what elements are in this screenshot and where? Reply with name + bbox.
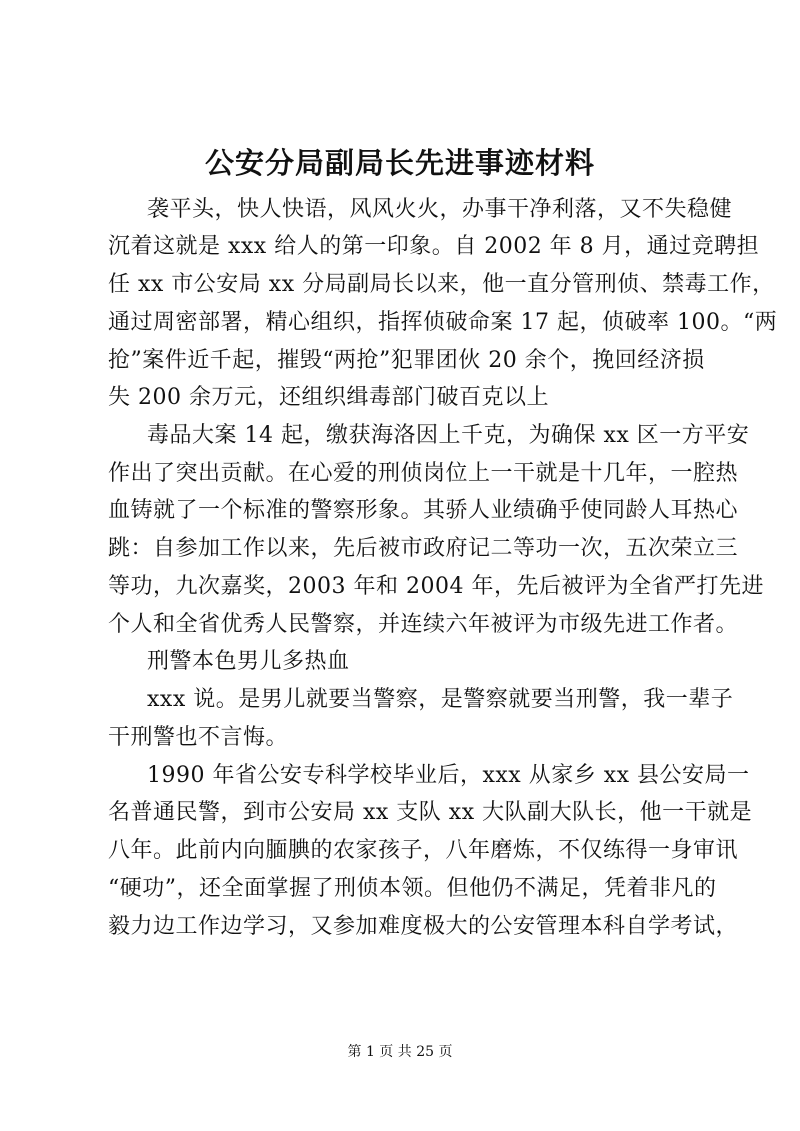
- page-footer: 第 1 页 共 25 页: [347, 1044, 453, 1060]
- body-line: 1990 年省公安专科学校毕业后，xxx 从家乡 xx 县公安局一: [147, 763, 750, 788]
- body-line: 失 200 余万元，还组织缉毒部门破百克以上: [108, 385, 549, 410]
- body-line: 毒品大案 14 起，缴获海洛因上千克，为确保 xx 区一方平安: [147, 423, 750, 448]
- body-line: “硬功”，还全面掌握了刑侦本领。但他仍不满足，凭着非凡的: [108, 876, 717, 901]
- body-line: 沉着这就是 xxx 给人的第一印象。自 2002 年 8 月，通过竞聘担: [108, 234, 760, 259]
- body-line: 袭平头，快人快语，风风火火，办事干净利落，又不失稳健: [147, 197, 733, 222]
- body-line: 跳：自参加工作以来，先后被市政府记二等功一次，五次荣立三: [108, 536, 739, 561]
- body-line: 血铸就了一个标准的警察形象。其骄人业绩确乎使同龄人耳热心: [108, 498, 739, 523]
- body-line: 等功，九次嘉奖，2003 年和 2004 年，先后被评为全省严打先进: [108, 574, 764, 599]
- body-line: 抢”案件近千起，摧毁“两抢”犯罪团伙 20 余个，挽回经济损: [108, 348, 705, 373]
- document-title: 公安分局副局长先进事迹材料: [204, 146, 595, 180]
- section-heading: 刑警本色男儿多热血: [147, 649, 350, 674]
- body-line: 通过周密部署，精心组织，指挥侦破命案 17 起，侦破率 100。“两: [108, 310, 778, 335]
- body-line: xxx 说。是男儿就要当警察，是警察就要当刑警，我一辈子: [147, 687, 734, 712]
- body-line: 毅力边工作边学习，又参加难度极大的公安管理本科自学考试，: [108, 914, 739, 939]
- body-line: 八年。此前内向腼腆的农家孩子，八年磨炼，不仅练得一身审讯: [108, 838, 739, 863]
- body-line: 任 xx 市公安局 xx 分局副局长以来，他一直分管刑侦、禁毒工作，: [108, 272, 775, 297]
- body-line: 干刑警也不言悔。: [108, 725, 289, 750]
- body-line: 名普通民警，到市公安局 xx 支队 xx 大队副大队长，他一干就是: [108, 800, 753, 825]
- body-line: 作出了突出贡献。在心爱的刑侦岗位上一干就是十几年，一腔热: [108, 461, 739, 486]
- body-line: 个人和全省优秀人民警察，并连续六年被评为市级先进工作者。: [108, 612, 739, 637]
